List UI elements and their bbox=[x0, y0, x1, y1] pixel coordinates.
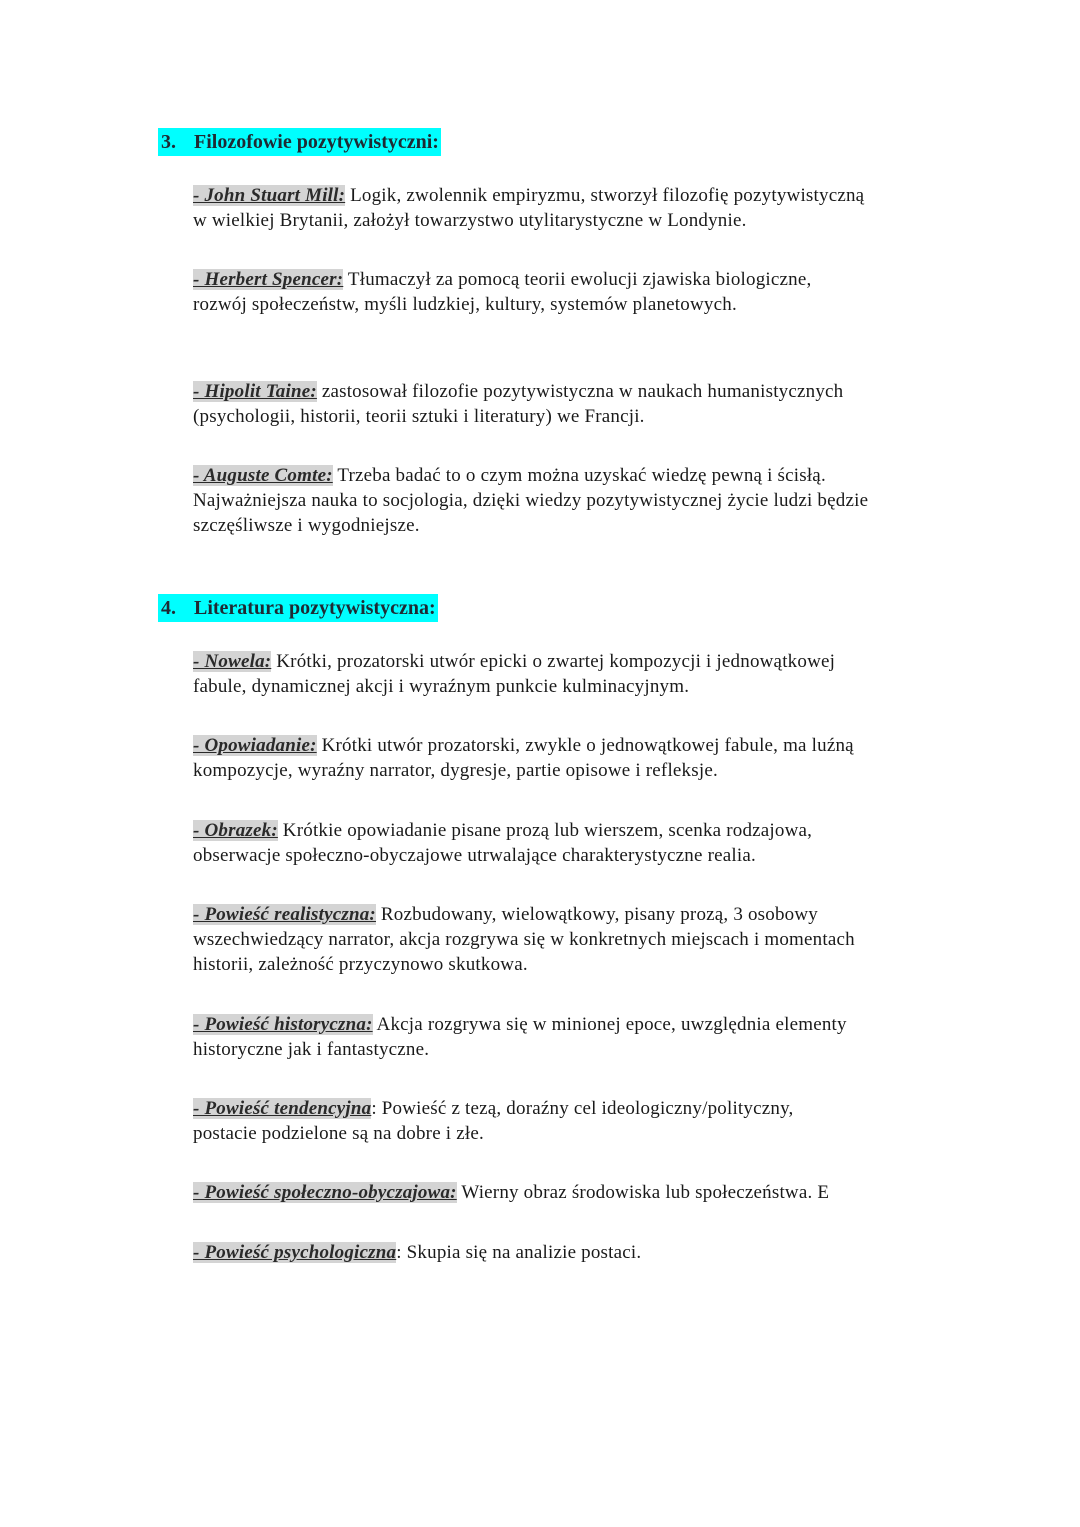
definition-entry bbox=[193, 1180, 973, 1205]
entry-text: rozwój społeczeństw, myśli ludzkiej, kultury, systemów planetowych. bbox=[193, 294, 737, 315]
entry-text: Rozbudowany, wielowątkowy, pisany prozą, 3 osobowy bbox=[375, 904, 818, 925]
entry-term: - Powieść historyczna: bbox=[193, 1014, 373, 1035]
entry-line bbox=[193, 1240, 973, 1265]
entry-line bbox=[193, 818, 973, 843]
entry-text: Krótkie opowiadanie pisane prozą lub wierszem, scenka rodzajowa, bbox=[277, 820, 813, 841]
definition-entry bbox=[193, 463, 973, 538]
definition-entry bbox=[193, 1012, 973, 1062]
entry-text: Akcja rozgrywa się w minionej epoce, uwzględnia elementy bbox=[372, 1014, 847, 1035]
entry-line bbox=[193, 952, 973, 977]
entry-line bbox=[193, 758, 973, 783]
heading-highlight bbox=[158, 594, 438, 622]
entry-text: : Skupia się na analizie postaci. bbox=[396, 1242, 642, 1263]
definition-entry bbox=[193, 267, 973, 317]
entry-text: w wielkiej Brytanii, założył towarzystwo utylitarystyczne w Londynie. bbox=[193, 210, 747, 231]
entry-text: historyczne jak i fantastyczne. bbox=[193, 1039, 430, 1060]
entry-term: - Nowela: bbox=[193, 651, 272, 672]
entry-text: kompozycje, wyraźny narrator, dygresje, partie opisowe i refleksje. bbox=[193, 760, 718, 781]
section-number: 4. bbox=[161, 597, 176, 619]
entry-text: Najważniejsza nauka to socjologia, dzięki wiedzy pozytywistycznej życie ludzi będzie bbox=[193, 490, 869, 511]
entry-term: - Herbert Spencer: bbox=[193, 269, 344, 290]
entry-line bbox=[193, 1121, 973, 1146]
entry-line bbox=[193, 208, 973, 233]
entry-line bbox=[193, 674, 973, 699]
entry-text: postacie podzielone są na dobre i złe. bbox=[193, 1123, 484, 1144]
entry-line bbox=[193, 513, 973, 538]
entry-line bbox=[193, 843, 973, 868]
entry-text: zastosował filozofie pozytywistyczna w naukach humanistycznych bbox=[316, 381, 844, 402]
definition-entry bbox=[193, 733, 973, 783]
entry-line bbox=[193, 733, 973, 758]
definition-entry bbox=[193, 379, 973, 429]
entry-line bbox=[193, 292, 973, 317]
entry-line bbox=[193, 927, 973, 952]
section-title: Filozofowie pozytywistyczni: bbox=[194, 131, 439, 153]
definition-entry bbox=[193, 183, 973, 233]
definition-entry bbox=[193, 902, 973, 977]
entry-text: Logik, zwolennik empiryzmu, stworzył filozofię pozytywistyczną bbox=[345, 185, 865, 206]
entry-term: - Powieść społeczno-obyczajowa: bbox=[193, 1182, 457, 1203]
entry-term: - Powieść realistyczna: bbox=[193, 904, 376, 925]
entry-line bbox=[193, 183, 973, 208]
entry-line bbox=[193, 1180, 973, 1205]
definition-entry bbox=[193, 1240, 973, 1265]
heading-highlight bbox=[158, 128, 441, 156]
definition-entry bbox=[193, 818, 973, 868]
section-heading bbox=[158, 594, 438, 622]
entry-text: Wierny obraz środowiska lub społeczeństwa. E bbox=[456, 1182, 830, 1203]
entry-line bbox=[193, 379, 973, 404]
entry-text: : Powieść z tezą, doraźny cel ideologiczny/polityczny, bbox=[371, 1098, 794, 1119]
entry-line bbox=[193, 649, 973, 674]
entry-term: - Opowiadanie: bbox=[193, 735, 317, 756]
section-heading bbox=[158, 128, 441, 156]
entry-line bbox=[193, 488, 973, 513]
entry-text: historii, zależność przyczynowo skutkowa. bbox=[193, 954, 528, 975]
entry-term: - Powieść tendencyjna bbox=[193, 1098, 372, 1119]
definition-entry bbox=[193, 649, 973, 699]
section-title: Literatura pozytywistyczna: bbox=[194, 597, 436, 619]
entry-line bbox=[193, 1096, 973, 1121]
section-number: 3. bbox=[161, 131, 176, 153]
definition-entry bbox=[193, 1096, 973, 1146]
entry-term: - Hipolit Taine: bbox=[193, 381, 317, 402]
entry-text: obserwacje społeczno-obyczajowe utrwalające charakterystyczne realia. bbox=[193, 845, 756, 866]
entry-text: Krótki utwór prozatorski, zwykle o jednowątkowej fabule, ma luźną bbox=[316, 735, 854, 756]
entry-term: - Auguste Comte: bbox=[193, 465, 333, 486]
entry-text: Tłumaczył za pomocą teorii ewolucji zjawiska biologiczne, bbox=[343, 269, 812, 290]
entry-text: szczęśliwsze i wygodniejsze. bbox=[193, 515, 420, 536]
entry-term: - Obrazek: bbox=[193, 820, 278, 841]
entry-line bbox=[193, 404, 973, 429]
entry-text: Krótki, prozatorski utwór epicki o zwartej kompozycji i jednowątkowej bbox=[271, 651, 836, 672]
entry-line bbox=[193, 1037, 973, 1062]
entry-text: Trzeba badać to o czym można uzyskać wiedzę pewną i ścisłą. bbox=[332, 465, 826, 486]
entry-text: fabule, dynamicznej akcji i wyraźnym punkcie kulminacyjnym. bbox=[193, 676, 690, 697]
entry-line bbox=[193, 902, 973, 927]
entry-text: (psychologii, historii, teorii sztuki i literatury) we Francji. bbox=[193, 406, 645, 427]
entry-term: - Powieść psychologiczna bbox=[193, 1242, 397, 1263]
entry-term: - John Stuart Mill: bbox=[193, 185, 346, 206]
entry-line bbox=[193, 267, 973, 292]
entry-line bbox=[193, 463, 973, 488]
entry-text: wszechwiedzący narrator, akcja rozgrywa się w konkretnych miejscach i momentach bbox=[193, 929, 855, 950]
entry-line bbox=[193, 1012, 973, 1037]
